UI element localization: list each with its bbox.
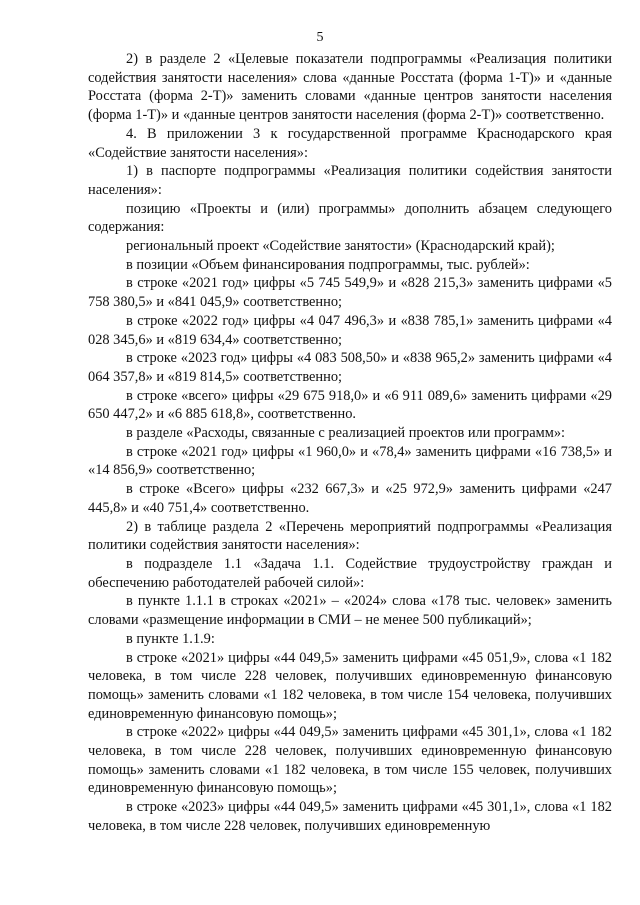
paragraph: 4. В приложении 3 к государственной программе Краснодарского края «Содействие занятости населения»: (88, 125, 612, 161)
page-number: 5 (316, 30, 324, 45)
paragraph: в строке «2023 год» цифры «4 083 508,50» и «838 965,2» заменить цифрами «4 064 357,8» и «819 814,5» соответственно; (88, 350, 612, 385)
paragraph: в подразделе 1.1 «Задача 1.1. Содействие трудоустройству граждан и обеспечению работодателей рабочей силой»: (88, 555, 612, 591)
paragraph: в строке «2021 год» цифры «1 960,0» и «78,4» заменить цифрами «16 738,5» и «14 856,9» соответственно; (88, 443, 612, 479)
paragraph: в строке «2021» цифры «44 049,5» заменить цифрами «45 051,9», слова «1 182 человека, в том числе 228 человек, получивших единовременную финансовую помощь» заменить словами «1 182 человека, в том числе 154 человека, получивших единовременную финансовую помощь»; (88, 649, 612, 722)
paragraph: в строке «2022 год» цифры «4 047 496,3» и «838 785,1» заменить цифрами «4 028 345,6» и «819 634,4» соответственно; (88, 312, 612, 348)
paragraph: 2) в таблице раздела 2 «Перечень мероприятий подпрограммы «Реализация политики содействия занятости населения»: (88, 518, 612, 554)
paragraph: в пункте 1.1.9: (126, 630, 215, 647)
paragraph: в строке «Всего» цифры «232 667,3» и «25 972,9» заменить цифрами «247 445,8» и «40 751,4» соответственно. (88, 481, 612, 516)
paragraph: в позиции «Объем финансирования подпрограммы, тыс. рублей»: (126, 256, 530, 273)
paragraph: 2) в разделе 2 «Целевые показатели подпрограммы «Реализация политики содействия занятости населения» слова «данные Росстата (форма 1-Т)» и «данные Росстата (форма 2-Т)» заменить словами «данные центров занятости населения (форма 1-Т)» и «данные центров занятости населения (форма 2-Т)» соответственно. (88, 51, 612, 124)
paragraph: региональный проект «Содействие занятости» (Краснодарский край); (126, 238, 555, 255)
paragraph: позицию «Проекты и (или) программы» дополнить абзацем следующего содержания: (88, 200, 612, 236)
document-body (88, 50, 612, 836)
paragraph: в строке «всего» цифры «29 675 918,0» и «6 911 089,6» заменить цифрами «29 650 447,2» и «6 885 618,8», соответственно. (88, 387, 612, 423)
paragraph: в строке «2022» цифры «44 049,5» заменить цифрами «45 301,1», слова «1 182 человека, в том числе 228 человек, получивших единовременную финансовую помощь» заменить словами «1 182 человека, в том числе 155 человек, получивших единовременную финансовую помощь»; (88, 724, 612, 797)
paragraph: в разделе «Расходы, связанные с реализацией проектов или программ»: (126, 425, 566, 442)
paragraph: в пункте 1.1.1 в строках «2021» – «2024» слова «178 тыс. человек» заменить словами «размещение информации в СМИ – не менее 500 публикаций»; (88, 593, 612, 629)
paragraph: 1) в паспорте подпрограммы «Реализация политики содействия занятости населения»: (88, 163, 612, 198)
paragraph: в строке «2021 год» цифры «5 745 549,9» и «828 215,3» заменить цифрами «5 758 380,5» и «841 045,9» соответственно; (88, 275, 612, 311)
paragraph: в строке «2023» цифры «44 049,5» заменить цифрами «45 301,1», слова «1 182 человека, в том числе 228 человек, получивших единовременную (88, 799, 612, 834)
